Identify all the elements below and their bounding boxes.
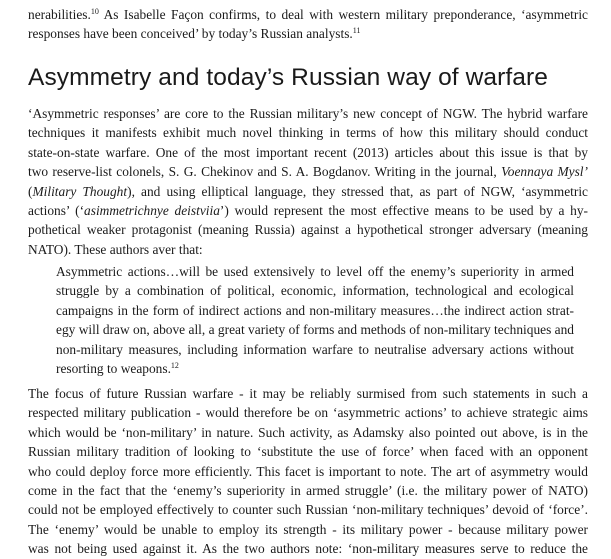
text-line: actions’ (‘asimmetrichnye deistviia’) would represent the most effective means to be used by a hy-	[28, 203, 588, 219]
text-line: techniques it manifests exhibit much novel thinking in terms of how this military should conduct	[28, 125, 588, 141]
quote-line: struggle by a combination of political, economic, information, technological and ecological	[56, 283, 574, 299]
text-line: state-on-state warfare. One of the most important recent (2013) articles about this issue is that by	[28, 144, 588, 160]
text-line: come in the fact that the ‘enemy’s superiority in armed struggle’ (i.e. the military power of NATO)	[28, 483, 588, 499]
quote-line: Asymmetric actions…will be used extensively to level off the enemy’s superiority in armed	[56, 264, 574, 279]
quote-line: resorting to weapons.$^{12}$	[56, 361, 179, 377]
intro-line-1: nerabilities.$^{10}$ As Isabelle Façon confirms, to deal with western military preponderance, ‘asymmetric	[28, 7, 588, 22]
text-line: (Military Thought), and using elliptical language, they stressed that, as part of NGW, ‘asymmetric	[28, 183, 588, 199]
block-quote	[56, 262, 574, 378]
text-line: The focus of future Russian warfare - it may be reliably surmised from such statements in such a	[28, 386, 588, 401]
text-line: could not be employed effectively to counter such Russian ‘non-military techniques’ devoid of ‘force’.	[28, 502, 588, 518]
quote-line: non-military measures, including information warfare to neutralise adversary actions without	[56, 341, 574, 357]
footnote-ref-12: 12	[170, 361, 179, 371]
text-line: respected military publication - would therefore be on ‘asymmetric actions’ to achieve strategic aims	[28, 405, 588, 421]
journal-title-translation: Military Thought	[32, 183, 128, 199]
body-paragraph-2	[28, 384, 588, 559]
quote-line: egy will draw on, above all, a great variety of forms and methods of non-military techniques and	[56, 322, 574, 338]
text-line: ‘Asymmetric responses’ are core to the Russian military’s new concept of NGW. The hybrid warfare	[28, 106, 588, 121]
body-paragraph-1	[28, 104, 588, 259]
text-line: Russian military tradition of looking to ‘substitute the use of force’ when faced with an opponent	[28, 444, 588, 460]
journal-title: Voennaya Mysl’	[501, 164, 588, 180]
footnote-ref-11: 11	[352, 26, 361, 36]
text-line: The ‘enemy’ would be unable to employ its strength - its military power - because military power	[28, 521, 588, 537]
section-heading: Asymmetry and today’s Russian way of warfare	[28, 64, 549, 91]
intro-paragraph	[28, 5, 588, 44]
text-line: NATO). These authors aver that:	[28, 241, 203, 257]
russian-term: asimmetrichnye deistviia	[84, 203, 220, 219]
text-line: two reserve-list colonels, S. G. Chekinov and S. A. Bogdanov. Writing in the journal, Voennaya Mysl’	[28, 164, 588, 180]
text-line: which would be ‘non-military’ in nature. Such activity, as Adamsky also pointed out above, is in the	[28, 424, 588, 440]
quote-line: campaigns in the form of indirect actions and non-military measures…the indirect action strat-	[56, 302, 574, 318]
intro-line-2: responses have been conceived’ by today’s Russian analysts.$^{11}$	[28, 26, 361, 42]
text-line: pothetical weaker protagonist (meaning Russia) against a hypothetical stronger adversary (meaning	[28, 222, 588, 238]
text-line: who could deploy force more efficiently. This facet is important to note. The art of asymmetry would	[28, 463, 588, 479]
footnote-ref-10: 10	[90, 7, 99, 16]
text-line: was not being used against it. As the two authors note: ‘non-military measures serve to reduce the	[28, 541, 588, 557]
